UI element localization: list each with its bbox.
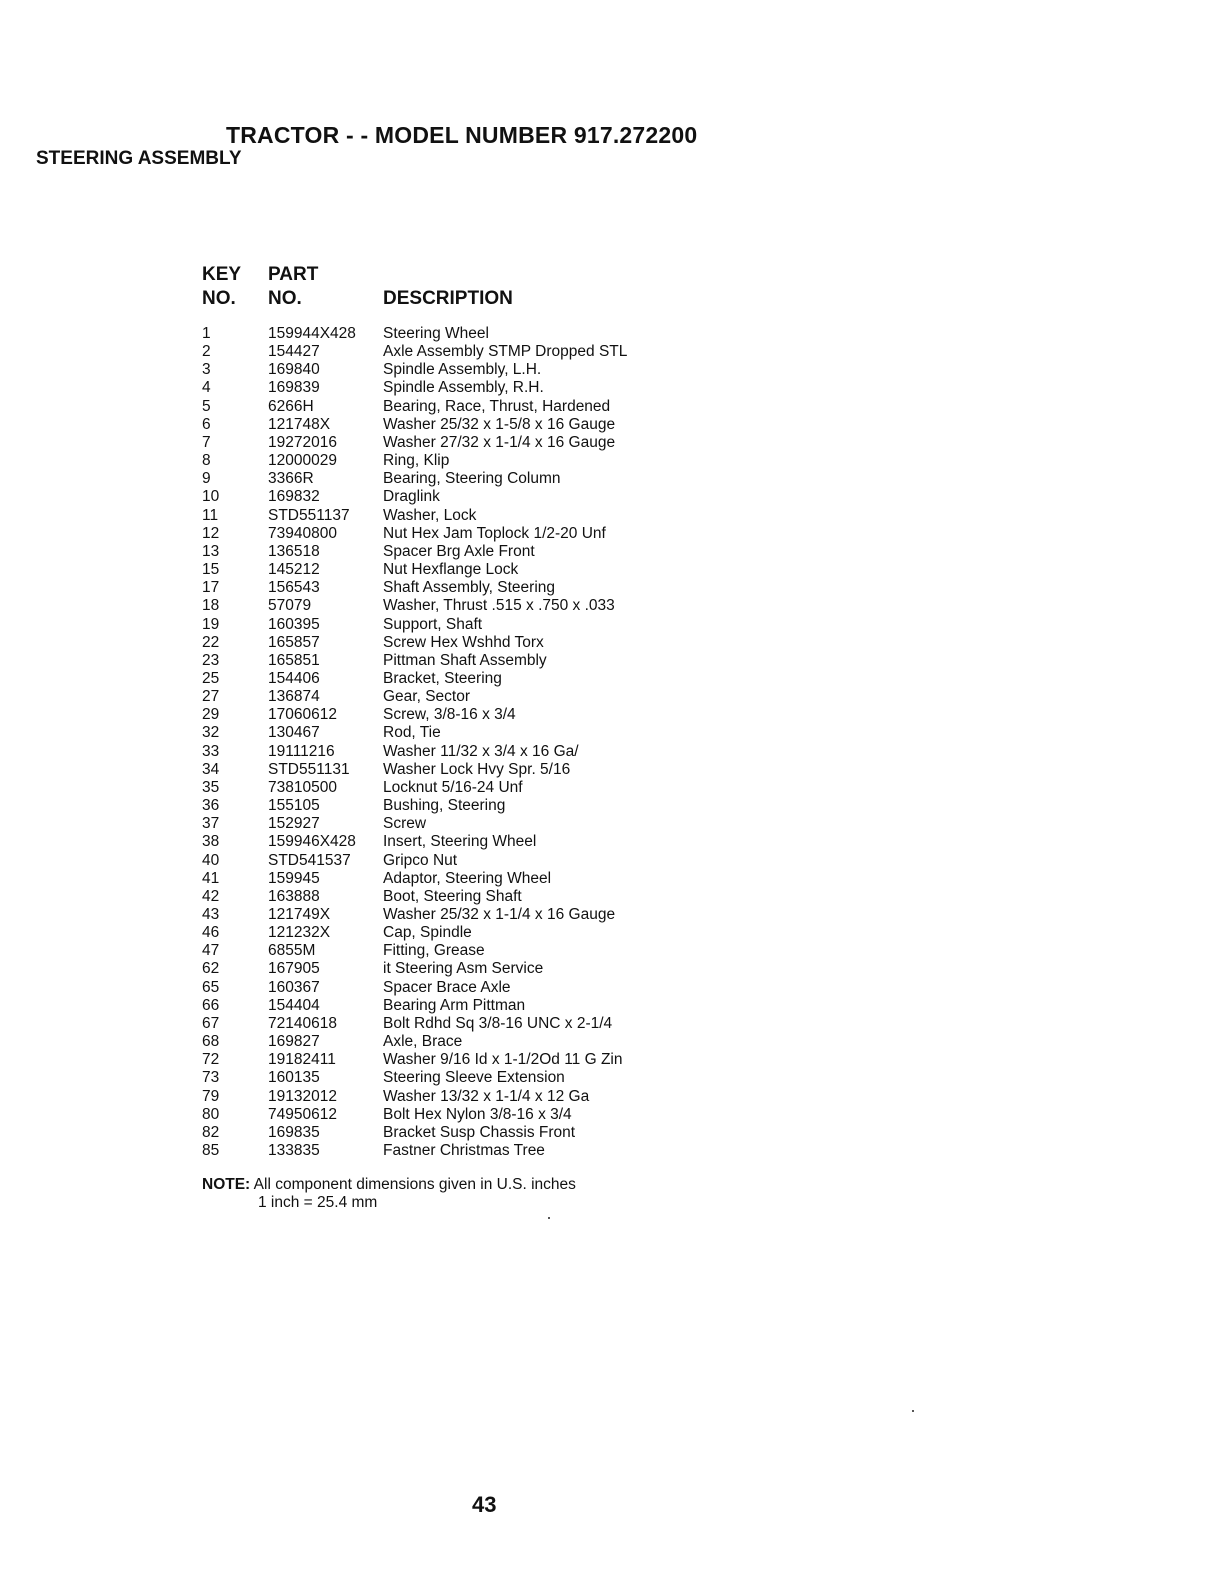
part-number: 73810500 [268,778,337,796]
part-description: Bearing, Race, Thrust, Hardened [383,397,611,415]
part-description: Ring, Klip [383,452,450,470]
key-number: 82 [202,1123,220,1141]
part-description: Screw [383,815,427,833]
part-number: 121232X [268,924,331,942]
table-row [202,942,902,960]
key-number: 36 [202,797,220,815]
part-number: 133835 [268,1142,320,1160]
key-number: 66 [202,996,220,1014]
table-row [202,343,902,361]
parts-list [202,325,902,1160]
key-header-line1: KEY [202,264,242,285]
part-description: Bolt Rdhd Sq 3/8-16 UNC x 2-1/4 [383,1014,613,1032]
table-row [202,724,902,742]
table-row [202,561,902,579]
part-description: Spacer Brg Axle Front [383,542,535,560]
part-number: 154427 [268,343,320,361]
part-description: Steering Sleeve Extension [383,1069,565,1087]
part-description: Washer Lock Hvy Spr. 5/16 [383,760,571,778]
part-description: Bushing, Steering [383,797,506,815]
key-number: 5 [202,397,211,415]
part-number: 121748X [268,415,331,433]
part-number: 159945 [268,869,320,887]
table-row [202,452,902,470]
key-number: 1 [202,325,211,342]
note [202,1176,576,1194]
key-number: 11 [202,506,219,524]
part-description: Cap, Spindle [383,924,472,942]
page-number: 43 [472,1492,497,1517]
table-row [202,652,902,670]
part-number: 19272016 [268,433,337,451]
key-number: 6 [202,415,211,433]
key-number: 80 [202,1105,220,1123]
part-number: 165851 [268,651,320,669]
part-number: 136874 [268,688,320,706]
part-number: 6855M [268,942,316,960]
table-row [202,960,902,978]
table-row [202,1051,902,1069]
part-description: Rod, Tie [383,724,441,742]
scan-speck [912,1410,914,1412]
note-conversion: 1 inch = 25.4 mm [258,1194,378,1211]
key-number: 46 [202,924,220,942]
part-description: Washer 25/32 x 1-1/4 x 16 Gauge [383,906,616,923]
column-headers [202,264,802,312]
table-row [202,997,902,1015]
key-number: 2 [202,343,211,361]
part-description: Draglink [383,488,440,506]
part-description: Gear, Sector [383,688,471,706]
table-row [202,852,902,870]
part-number: 17060612 [268,706,337,724]
part-number: 160367 [268,978,320,996]
table-row [202,488,902,506]
key-number: 32 [202,724,220,742]
part-description: Axle, Brace [383,1033,463,1051]
part-number: 163888 [268,887,320,905]
table-row [202,833,902,851]
table-row [202,924,902,942]
part-description: Nut Hex Jam Toplock 1/2-20 Unf [383,524,606,542]
key-number: 38 [202,833,220,851]
key-number: 29 [202,706,220,724]
table-row [202,325,902,343]
key-number: 17 [202,579,220,597]
part-number: STD541537 [268,851,351,869]
part-description: Spacer Brace Axle [383,978,511,996]
part-header-line1: PART [268,264,319,285]
table-row [202,597,902,615]
part-number: 160135 [268,1069,320,1087]
key-number: 35 [202,778,220,796]
part-number: 169839 [268,379,320,397]
part-description: Pittman Shaft Assembly [383,651,547,669]
part-description: Washer, Lock [383,506,477,524]
table-row [202,979,902,997]
key-number: 65 [202,978,220,996]
key-number: 9 [202,470,211,488]
part-description: Support, Shaft [383,615,483,633]
part-description: Bolt Hex Nylon 3/8-16 x 3/4 [383,1105,572,1123]
part-description: Screw, 3/8-16 x 3/4 [383,706,516,724]
part-description: Steering Wheel [383,325,489,342]
part-description: Adaptor, Steering Wheel [383,869,552,887]
key-number: 23 [202,651,220,669]
part-description: Washer 13/32 x 1-1/4 x 12 Ga [383,1087,590,1105]
table-row [202,1106,902,1124]
table-row [202,797,902,815]
key-number: 4 [202,379,211,397]
part-number: 19182411 [268,1051,336,1069]
table-row [202,579,902,597]
part-number: 130467 [268,724,320,742]
key-number: 42 [202,887,220,905]
table-row [202,616,902,634]
table-row [202,434,902,452]
key-number: 43 [202,906,220,923]
part-description: Bearing, Steering Column [383,470,561,488]
table-row [202,1124,902,1142]
part-description: Washer 11/32 x 3/4 x 16 Ga/ [383,742,579,760]
table-row [202,543,902,561]
key-number: 68 [202,1033,220,1051]
table-row [202,670,902,688]
table-row [202,1015,902,1033]
key-number: 67 [202,1014,220,1032]
part-description: Spindle Assembly, L.H. [383,361,542,379]
section-title: STEERING ASSEMBLY [36,148,242,169]
key-number: 85 [202,1142,220,1160]
key-number: 18 [202,597,220,615]
part-number: 57079 [268,597,312,615]
part-number: 136518 [268,542,320,560]
part-description: Bracket Susp Chassis Front [383,1123,576,1141]
part-description: Locknut 5/16-24 Unf [383,778,523,796]
part-number: 169832 [268,488,320,506]
key-number: 15 [202,561,220,579]
part-number: 73940800 [268,524,337,542]
key-header-line2: NO. [202,288,236,309]
part-number: 169840 [268,361,320,379]
key-number: 7 [202,433,211,451]
part-number: 169827 [268,1033,320,1051]
key-number: 37 [202,815,220,833]
key-number: 62 [202,960,220,978]
part-number: 145212 [268,561,320,579]
table-row [202,1033,902,1051]
table-row [202,761,902,779]
part-number: 159944X428 [268,325,356,342]
key-number: 13 [202,542,220,560]
table-row [202,1142,902,1160]
part-number: 12000029 [268,452,337,470]
key-number: 47 [202,942,220,960]
note-text: All component dimensions given in U.S. inches [253,1176,576,1193]
part-number: 19132012 [268,1087,337,1105]
table-row [202,888,902,906]
part-number: 169835 [268,1123,320,1141]
table-row [202,470,902,488]
table-row [202,743,902,761]
key-number: 40 [202,851,220,869]
key-number: 79 [202,1087,220,1105]
part-description: Gripco Nut [383,851,458,869]
key-number: 19 [202,615,220,633]
part-number: 155105 [268,797,320,815]
description-header: DESCRIPTION [383,288,513,309]
table-row [202,706,902,724]
key-number: 8 [202,452,211,470]
key-number: 22 [202,633,220,651]
table-row [202,1088,902,1106]
part-description: Washer, Thrust .515 x .750 x .033 [383,597,615,615]
key-number: 73 [202,1069,220,1087]
key-number: 41 [202,869,220,887]
part-number: 72140618 [268,1014,337,1032]
table-row [202,507,902,525]
table-row [202,634,902,652]
part-number: 167905 [268,960,320,978]
part-number: 121749X [268,906,331,923]
part-description: Insert, Steering Wheel [383,833,537,851]
key-number: 27 [202,688,220,706]
part-description: Washer 27/32 x 1-1/4 x 16 Gauge [383,433,616,451]
table-row [202,379,902,397]
part-description: Screw Hex Wshhd Torx [383,633,544,651]
note-label: NOTE: [202,1176,251,1193]
scan-speck [548,1217,550,1219]
part-description: Washer 9/16 Id x 1-1/2Od 11 G Zin [383,1051,623,1069]
part-description: Spindle Assembly, R.H. [383,379,544,397]
part-number: 74950612 [268,1105,337,1123]
key-number: 10 [202,488,220,506]
part-description: Boot, Steering Shaft [383,887,522,905]
part-description: Bracket, Steering [383,669,502,687]
part-description: Nut Hexflange Lock [383,561,519,579]
part-number: 165857 [268,633,320,651]
key-number: 3 [202,361,211,379]
table-row [202,416,902,434]
table-row [202,779,902,797]
key-number: 25 [202,669,220,687]
part-number: 154406 [268,669,320,687]
part-number: 152927 [268,815,320,833]
table-row [202,525,902,543]
part-number: 3366R [268,470,314,488]
table-row [202,815,902,833]
part-description: it Steering Asm Service [383,960,544,978]
key-number: 12 [202,524,220,542]
part-number: STD551137 [268,506,350,524]
table-row [202,361,902,379]
part-description: Bearing Arm Pittman [383,996,526,1014]
table-row [202,870,902,888]
key-number: 72 [202,1051,220,1069]
part-number: 156543 [268,579,320,597]
part-number: 154404 [268,996,320,1014]
table-row [202,1069,902,1087]
part-header-line2: NO. [268,288,302,309]
part-number: 159946X428 [268,833,356,851]
page-title: TRACTOR - - MODEL NUMBER 917.272200 [226,122,698,148]
part-description: Fitting, Grease [383,942,485,960]
part-number: STD551131 [268,760,350,778]
key-number: 34 [202,760,220,778]
part-number: 19111216 [268,742,335,760]
part-description: Shaft Assembly, Steering [383,579,556,597]
part-description: Fastner Christmas Tree [383,1142,545,1160]
part-description: Washer 25/32 x 1-5/8 x 16 Gauge [383,415,616,433]
key-number: 33 [202,742,220,760]
table-row [202,398,902,416]
part-number: 160395 [268,615,320,633]
part-description: Axle Assembly STMP Dropped STL [383,343,628,361]
table-row [202,688,902,706]
table-row [202,906,902,924]
part-number: 6266H [268,397,314,415]
